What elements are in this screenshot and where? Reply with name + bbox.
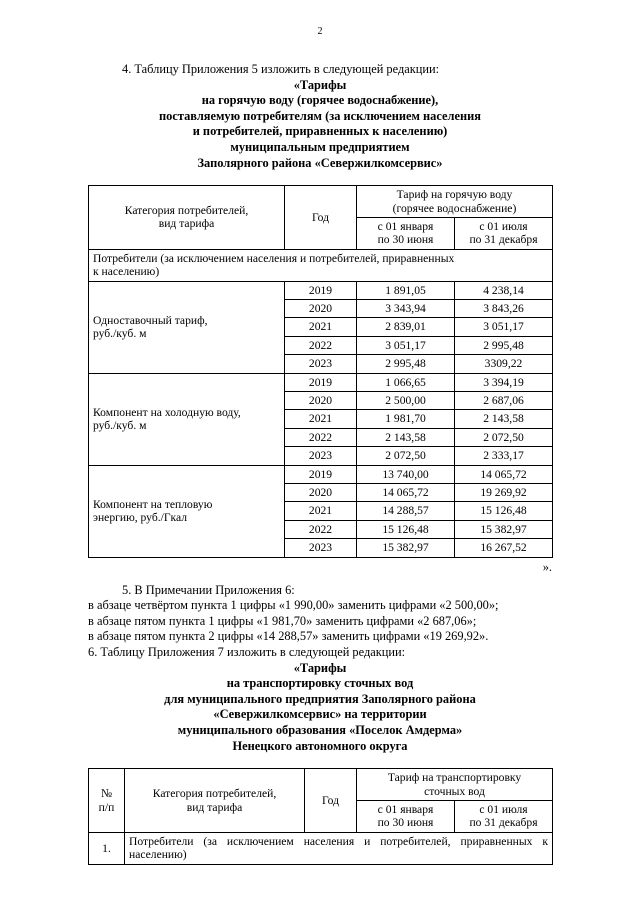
group-label-1-line-2: руб./куб. м bbox=[93, 419, 147, 433]
section-4-title-line-2: на горячую воду (горячее водоснабжение), bbox=[201, 93, 439, 108]
section-6-title-line-3: для муниципального предприятия Заполярного района bbox=[164, 691, 476, 706]
cell-period-1: 3 343,94 bbox=[357, 300, 455, 318]
section-6-intro: 6. Таблицу Приложения 7 изложить в следующей редакции: bbox=[88, 645, 406, 660]
header-number bbox=[89, 769, 125, 833]
cell-period-2: 2 072,50 bbox=[455, 428, 553, 446]
header-tariff-group-line-1: Тариф на транспортировку bbox=[387, 771, 522, 785]
cell-period-1: 2 839,01 bbox=[357, 318, 455, 336]
header-year: Год bbox=[305, 769, 357, 833]
header-category bbox=[89, 186, 285, 250]
group-label-2-line-2: энергию, руб./Гкал bbox=[93, 511, 188, 525]
table-row bbox=[89, 281, 553, 299]
cell-period-2: 2 687,06 bbox=[455, 392, 553, 410]
section-5-line-1: в абзаце четвёртом пункта 1 цифры «1 990,00» заменить цифрами «2 500,00»; bbox=[88, 598, 499, 613]
section-5-intro: 5. В Примечании Приложения 6: bbox=[122, 582, 295, 597]
cell-period-2: 3 843,26 bbox=[455, 300, 553, 318]
section-6 bbox=[88, 645, 552, 754]
cell-year: 2022 bbox=[285, 336, 357, 354]
header-period-2 bbox=[455, 801, 553, 833]
cell-period-1: 15 382,97 bbox=[357, 539, 455, 557]
cell-period-2: 14 065,72 bbox=[455, 465, 553, 483]
group-label-0-line-1: Одноставочный тариф, bbox=[93, 313, 208, 327]
cell-period-1: 14 288,57 bbox=[357, 502, 455, 520]
header-tariff-group-line-2: (горячее водоснабжение) bbox=[392, 201, 517, 215]
wastewater-transport-tariff-table bbox=[88, 768, 553, 865]
header-period-1-line-1: с 01 января bbox=[377, 803, 434, 817]
section-4-title-line-3: поставляемую потребителям (за исключением населения bbox=[159, 108, 481, 123]
table-span-row bbox=[89, 249, 553, 281]
header-category-line-1: Категория потребителей, bbox=[152, 787, 277, 801]
cell-year: 2023 bbox=[285, 355, 357, 373]
header-period-2-line-1: с 01 июля bbox=[479, 803, 528, 817]
header-category bbox=[125, 769, 305, 833]
table-header-row-1 bbox=[89, 186, 553, 218]
cell-period-2: 15 126,48 bbox=[455, 502, 553, 520]
section-6-title-line-6: Ненецкого автономного округа bbox=[232, 738, 408, 753]
section-4-title-line-1: «Тарифы bbox=[293, 77, 347, 92]
cell-period-2: 4 238,14 bbox=[455, 281, 553, 299]
cell-period-1: 3 051,17 bbox=[357, 336, 455, 354]
section-4-closing-quote: ». bbox=[542, 559, 552, 574]
cell-period-1: 15 126,48 bbox=[357, 520, 455, 538]
section-6-title-line-2: на транспортировку сточных вод bbox=[226, 676, 414, 691]
cell-period-2: 3 394,19 bbox=[455, 373, 553, 391]
cell-period-1: 1 891,05 bbox=[357, 281, 455, 299]
cell-period-1: 2 500,00 bbox=[357, 392, 455, 410]
group-label-0-line-2: руб./куб. м bbox=[93, 327, 147, 341]
header-tariff-group bbox=[357, 769, 553, 801]
cell-year: 2021 bbox=[285, 502, 357, 520]
group-label-1-line-1: Компонент на холодную воду, bbox=[93, 405, 241, 419]
cell-period-2: 2 995,48 bbox=[455, 336, 553, 354]
section-5-line-2: в абзаце пятом пункта 1 цифры «1 981,70» заменить цифрами «2 687,06»; bbox=[88, 613, 477, 628]
header-tariff-group bbox=[357, 186, 553, 218]
cell-period-1: 2 072,50 bbox=[357, 447, 455, 465]
cell-period-2: 3309,22 bbox=[455, 355, 553, 373]
section-4 bbox=[88, 62, 552, 171]
header-number-line-1: № bbox=[100, 787, 113, 801]
section-6-title-line-5: муниципального образования «Поселок Амдерма» bbox=[177, 723, 463, 738]
section-6-title-line-4: «Севержилкомсервис» на территории bbox=[213, 707, 427, 722]
header-period-1 bbox=[357, 217, 455, 249]
cell-year: 2023 bbox=[285, 447, 357, 465]
cell-year: 2020 bbox=[285, 300, 357, 318]
group-label-2-line-1: Компонент на тепловую bbox=[93, 497, 213, 511]
group-label-0 bbox=[89, 281, 285, 373]
header-period-2-line-1: с 01 июля bbox=[479, 219, 528, 233]
section-4-title-line-6: Заполярного района «Севержилкомсервис» bbox=[197, 155, 443, 170]
cell-period-2: 15 382,97 bbox=[455, 520, 553, 538]
header-category-line-2: вид тарифа bbox=[186, 800, 243, 814]
header-year: Год bbox=[285, 186, 357, 250]
cell-year: 2021 bbox=[285, 318, 357, 336]
span-row-line-1: Потребители (за исключением населения и потребителей, приравненных bbox=[93, 251, 455, 265]
section-4-title-line-5: муниципальным предприятием bbox=[230, 139, 410, 154]
cell-year: 2022 bbox=[285, 520, 357, 538]
header-period-1-line-1: с 01 января bbox=[377, 219, 434, 233]
cell-year: 2021 bbox=[285, 410, 357, 428]
header-period-1-line-2: по 30 июня bbox=[377, 233, 434, 247]
cell-year: 2023 bbox=[285, 539, 357, 557]
header-period-1 bbox=[357, 801, 455, 833]
hot-water-tariff-table bbox=[88, 185, 553, 558]
cell-year: 2022 bbox=[285, 428, 357, 446]
header-period-1-line-2: по 30 июня bbox=[377, 816, 434, 830]
header-category-line-2: вид тарифа bbox=[158, 217, 215, 231]
cell-period-1: 2 143,58 bbox=[357, 428, 455, 446]
cell-period-2: 16 267,52 bbox=[455, 539, 553, 557]
header-tariff-group-line-1: Тариф на горячую воду bbox=[396, 188, 513, 202]
cell-year: 2019 bbox=[285, 465, 357, 483]
span-row-consumers bbox=[89, 249, 553, 281]
cell-period-2: 2 333,17 bbox=[455, 447, 553, 465]
cell-year: 2019 bbox=[285, 281, 357, 299]
header-tariff-group-line-2: сточных вод bbox=[424, 784, 485, 798]
cell-period-2: 19 269,92 bbox=[455, 484, 553, 502]
span-row-line-2: к населению) bbox=[93, 265, 160, 279]
section-4-title-line-4: и потребителей, приравненных к населению) bbox=[192, 124, 448, 139]
cell-period-1: 1 066,65 bbox=[357, 373, 455, 391]
header-period-2-line-2: по 31 декабря bbox=[469, 233, 538, 247]
cell-period-1: 13 740,00 bbox=[357, 465, 455, 483]
header-period-2 bbox=[455, 217, 553, 249]
cell-period-2: 2 143,58 bbox=[455, 410, 553, 428]
table-row bbox=[89, 373, 553, 391]
header-number-line-2: п/п bbox=[98, 800, 115, 814]
section-5 bbox=[88, 583, 552, 645]
cell-period-1: 2 995,48 bbox=[357, 355, 455, 373]
cell-year: 2020 bbox=[285, 392, 357, 410]
cell-consumers-text: Потребители (за исключением населения и потребителей, приравненных к населению) bbox=[125, 832, 553, 864]
group-label-1 bbox=[89, 373, 285, 465]
section-4-intro: 4. Таблицу Приложения 5 изложить в следующей редакции: bbox=[122, 62, 440, 76]
cell-year: 2020 bbox=[285, 484, 357, 502]
section-6-title-line-1: «Тарифы bbox=[293, 660, 347, 675]
page-number: 2 bbox=[317, 26, 323, 37]
header-period-2-line-2: по 31 декабря bbox=[469, 816, 538, 830]
cell-period-1: 1 981,70 bbox=[357, 410, 455, 428]
cell-year: 2019 bbox=[285, 373, 357, 391]
table-row bbox=[89, 832, 553, 864]
section-5-line-3: в абзаце пятом пункта 2 цифры «14 288,57» заменить цифрами «19 269,92». bbox=[88, 629, 489, 644]
cell-period-1: 14 065,72 bbox=[357, 484, 455, 502]
cell-number: 1. bbox=[89, 832, 125, 864]
table-row bbox=[89, 465, 553, 483]
table2-header-row-1 bbox=[89, 769, 553, 801]
group-label-2 bbox=[89, 465, 285, 557]
cell-period-2: 3 051,17 bbox=[455, 318, 553, 336]
header-category-line-1: Категория потребителей, bbox=[124, 204, 249, 218]
